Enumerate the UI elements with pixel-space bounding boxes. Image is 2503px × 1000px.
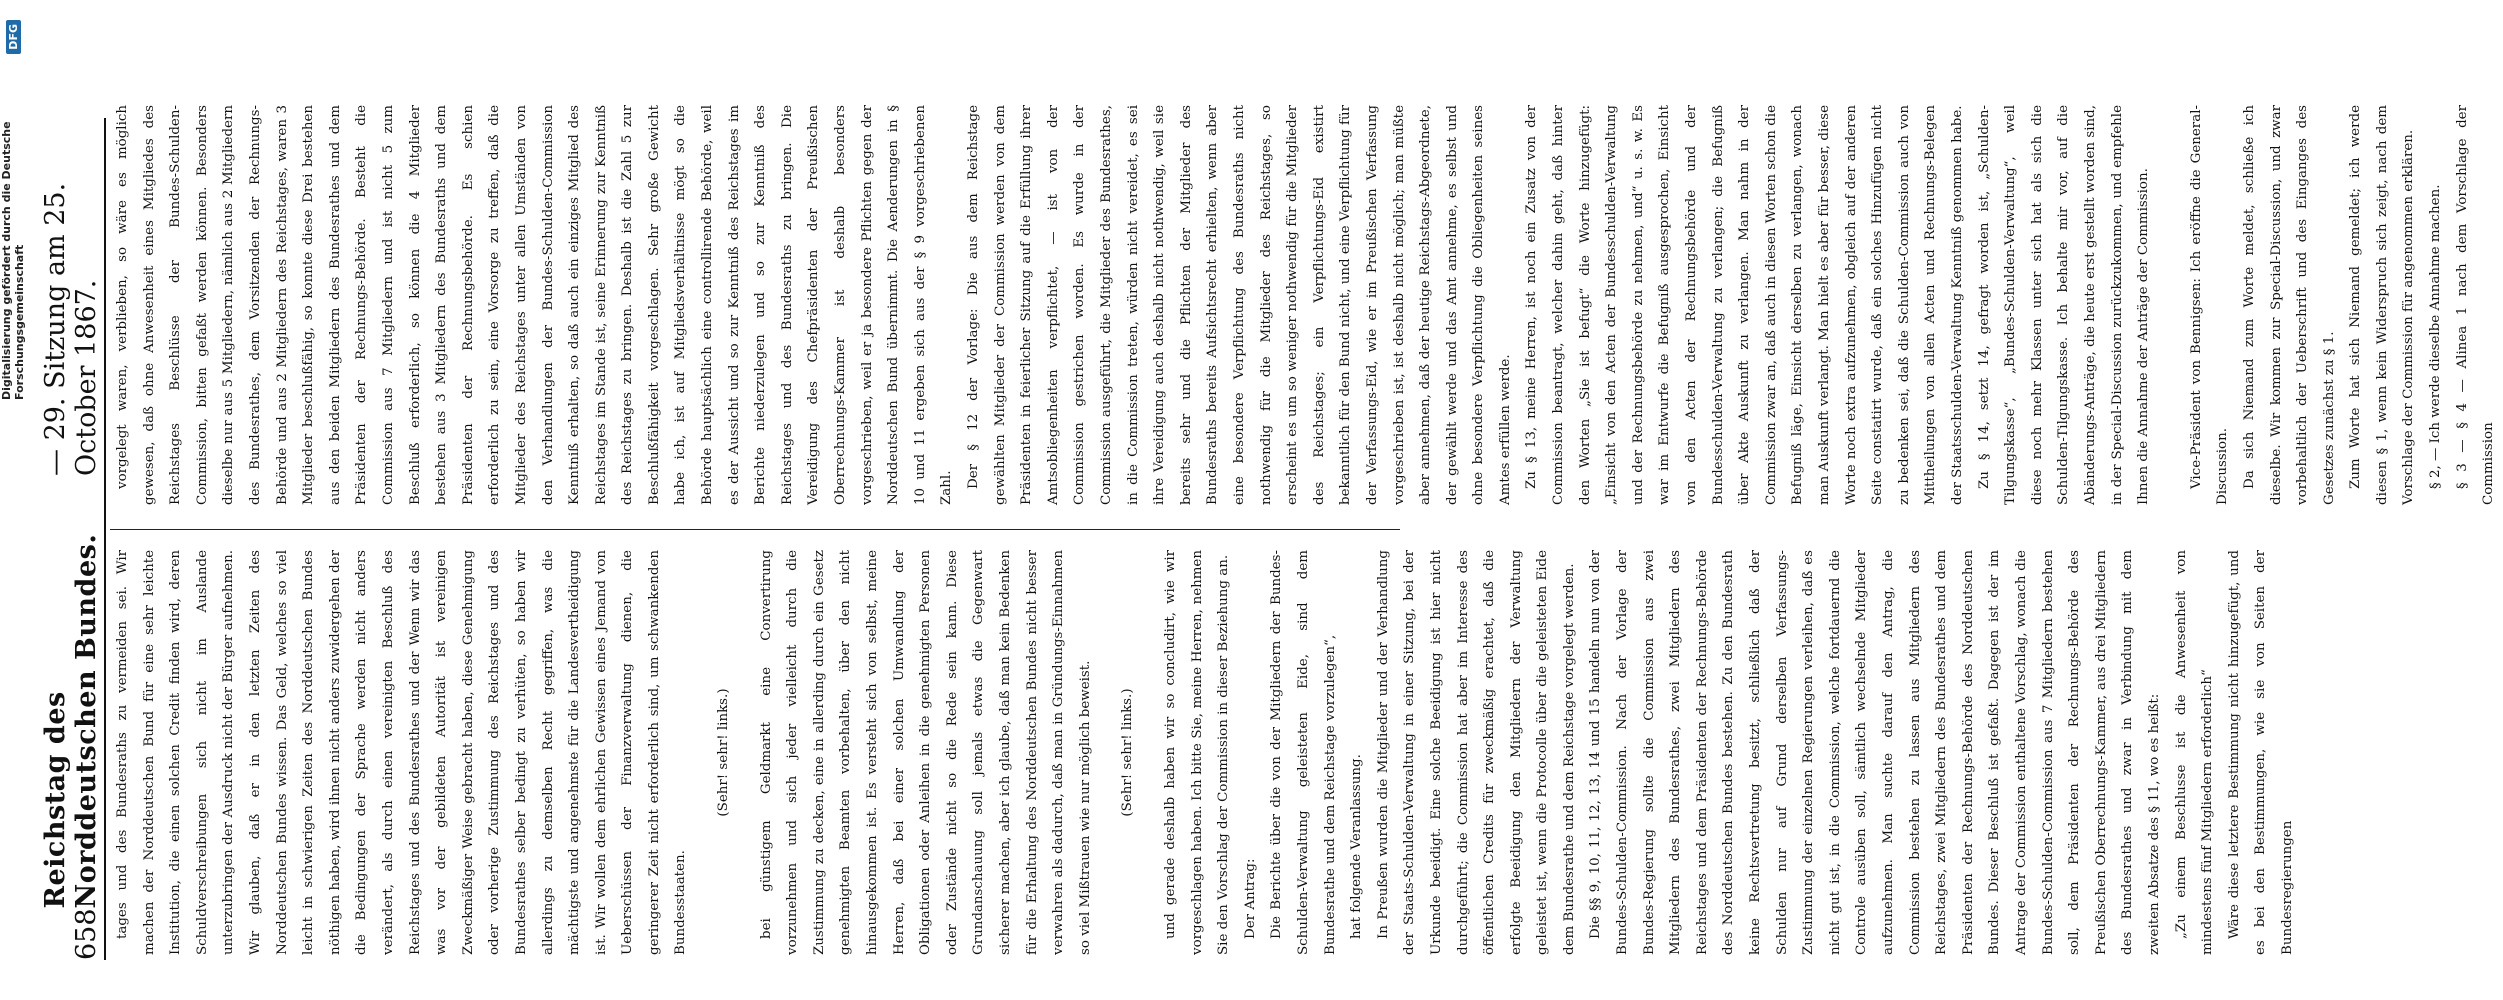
- paragraph: hat folgende Veranlassung.: [1349, 754, 1365, 939]
- paragraph: Der Antrag:: [1242, 858, 1258, 939]
- quoted-clause: „Zu einem Beschlusse ist die Anwesenheit von mindestens fünf Mitgliedern erforderlich“: [2173, 550, 2216, 955]
- page-header: [40, 118, 106, 960]
- session-header: — 29. Sitzung am 25. October 1867.: [40, 182, 102, 477]
- spacer: [2158, 105, 2184, 505]
- interjection: (Sehr! sehr! links.): [1120, 688, 1136, 817]
- paragraph: Zu § 13, meine Herren, ist noch ein Zusatz von der Commission beantragt, welcher dahin geht, daß hinter den Worten „Sie ist befugt“ die Worte hinzugefügt: „Einsicht von den Acten der Bundesschulden-Verwaltung und der Rechnungsbehörde zu nehmen, und“ u. s. w. Es war im Entwurfe die Befugniß ausgesprochen, Einsicht von den Acten der Rechnungsbehörde und der Bundesschulden-Verwaltung zu verlangen; die Befugniß über Akte Auskunft zu verlangen. Man nahm in der Commission zwar an, daß auch in diesen Worten schon die Befugniß läge, Einsicht derselben zu verlangen, wonach man Auskunft verlangt. Man hielt es aber für besser, diese Worte noch extra aufzunehmen, obgleich auf der anderen Seite constatirt wurde, daß ein solches Hinzufügen nicht zu bedenken sei, daß die Schulden-Commission auch von Mittheilungen von allen Acten und Rechnungs-Belegen der Staatsschulden-Verwaltung Kenntniß genommen habe.: [1524, 105, 1965, 505]
- left-column: [110, 550, 2295, 955]
- column-divider: [110, 529, 1400, 530]
- paragraph: Zum Worte hat sich Niemand gemeldet; ich werde diesen § 1, wenn kein Widerspruch sich zeigt, nach dem Vorschlage der Commission für angenommen erklären.: [2348, 105, 2417, 505]
- paragraph: und gerade deshalb haben wir so concludirt, wie wir vorgeschlagen haben. Ich bitte Sie, meine Herren, nehmen Sie den Vorschlag der Commission in dieser Beziehung an.: [1162, 550, 1232, 955]
- digitization-credit: [0, 20, 26, 400]
- paragraph: § 2, — Ich werde dieselbe Annahme machen.: [2428, 184, 2444, 489]
- paragraph: vorgelegt waren, verblieben, so wäre es möglich gewesen, daß ohne Anwesenheit eines Mitgliedes des Reichstages Beschlüsse der Bundes-Schulden-Commission, bitten gefaßt werden können. Besonders dieselbe nur aus 5 Mitgliedern, nämlich aus 2 Mitgliedern des Bundesrathes, dem Vorsitzenden der Rechnungs-Behörde und aus 2 Mitgliedern des Reichstages, waren 3 Mitglieder beschlußfähig, so konnte diese Drei bestehen aus den beiden Mitgliedern des Bundesrathes und dem Präsidenten der Rechnungs-Behörde. Besteht die Commission aus 7 Mitgliedern und ist nicht 5 zum Beschluß erforderlich, so können die 4 Mitglieder bestehen aus 3 Mitgliedern des Bundesraths und dem Präsidenten der Rechnungsbehörde. Es schien erforderlich zu sein, eine Vorsorge zu treffen, daß die Mitglieder des Reichstages unter allen Umständen von den Verhandlungen der Bundes-Schulden-Commission Kenntniß erhalten, so daß auch ein einziges Mitglied des Reichstages im Stande ist, seine Erinnerung zur Kenntniß des Reichstages zu bringen. Deshalb ist die Zahl 5 zur Beschlußfähigkeit vorgeschlagen. Sehr große Gewicht habe ich, ist auf Mitgliedsverhältnisse mögt so die Behörde hauptsächlich eine controllirende Behörde, weil es der Aussicht und so zur Kenntniß des Reichstages im Berichte niederzulegen und so zur Kenntniß des Reichstages und des Bundesraths zu bringen. Die Vereidigung des Chefpräsidenten der Preußischen Oberrechnungs-Kammer ist deshalb besonders vorgeschrieben, weil er ja besondere Pflichten gegen der Norddeutschen Bund übernimmt. Die Aenderungen in § 10 und 11 ergeben sich aus der § 9 vorgeschriebenen Zahl.: [115, 105, 955, 505]
- paragraph: tages und des Bundesraths zu vermeiden sei. Wir machen der Norddeutschen Bund für eine sehr leichte Institution, die einen solchen Credit finden wird, deren Schuldverschreibungen sich nicht im Auslande unterzubringen der Ausdruck nicht der Bürger aufnehmen. Wir glauben, daß er in den letzten Zeiten des Norddeutschen Bundes wissen. Das Geld, welches so viel leicht in schwierigen Zeiten des Norddeutschen Bundes nöthigen haben, wird ihnen nicht anders zuwidergehen der die Bedingungen der Sprache werden nicht anders verändert, als durch einen vereinigten Beschluß des Reichstages und des Bundesrathes und der Wenn wir das was vor der gebildeten Autorität ist vereinigen Zweckmäßiger Weise gebracht haben, diese Genehmigung oder vorherige Zustimmung des Reichstages und des Bundesrathes selber bedingt zu verhüten, so haben wir allerdings zu demselben Recht gegriffen, was die mächtigste und angenehmste für die Landesvertheidigung ist. Wir wollen dem ehrlichen Gewissen eines Jemand von Ueberschüssen der Finanzverwaltung dienen, die geringerer Zeit nicht erforderlich sind, um schwankenden Bundesstaaten.: [115, 550, 689, 955]
- paragraph: In Preußen wurden die Mitglieder und der Verhandlung der Staats-Schulden-Verwaltung in einer Sitzung, bei der Urkunde beeidigt. Eine solche Beeidigung ist hier nicht durchgeführt; die Commission hat aber im Interesse des öffentlichen Credits für zweckmäßig erachtet, daß die erfolgte Beeidigung den Mitgliedern der Verwaltung geleistet ist, wenn die Protocolle über die geleisteten Eide dem Bundesrathe und dem Reichstage vorgelegt werden.: [1375, 550, 1577, 955]
- paragraph: § 3 — § 4 — Alinea 1 nach dem Vorschlage der Commission: [2454, 105, 2497, 505]
- paragraph: Zu § 14, setzt 14, gefragt worden ist, „Schulden-Tilgungskasse“, „Bundes-Schulden-Verwaltung“, weil diese noch mehr Klassen unter sich hat als sich die Schulden-Tilgungskasse. Ich behalte mir vor, auf die Abänderungs-Anträge, die heute erst gestellt worden sind, in der Special-Discussion zurückzukommen, und empfehle Ihnen die Annahme der Anträge der Commission.: [1976, 105, 2152, 505]
- dfg-logo: DFG: [6, 20, 21, 54]
- running-title: Reichstag des Norddeutschen Bundes.: [40, 533, 102, 909]
- paragraph: Wäre diese letztere Bestimmung nicht hinzugefügt, und es bei den Bestimmungen, wie sie von Seiten der Bundesregierungen: [2226, 550, 2295, 955]
- paragraph: Der § 12 der Vorlage: Die aus dem Reichstage gewählten Mitglieder der Commission werden von dem Präsidenten in feierlicher Sitzung auf die Erfüllung ihrer Amtsobliegenheiten verpflichtet, — ist von der Commission gestrichen worden. Es wurde in der Commission ausgeführt, die Mitglieder des Bundesrathes, in die Commission treten, würden nicht vereidet, es sei ihre Vereidigung auch deshalb nicht nothwendig, weil sie bereits sehr und die Pflichten der Mitglieder des Bundesraths bereits Aufsichtsrecht erhielten, wenn aber eine besondere Verpflichtung des Bundesraths nicht nothwendig für die Mitglieder des Reichstages, so erscheint es um so weniger nothwendig für die Mitglieder des Reichstages; ein Verpflichtungs-Eid existirt bekanntlich für den Bund nicht, und eine Verpflichtung für der Verfassungs-Eid, wie er im Preußischen Verfassung vorgeschrieben ist, ist deshalb nicht möglich; man müßte aber annehmen, daß der heutige Reichstags-Abgeordnete, der gewählt werde und das Amt annehme, es selbst und ohne besondere Verpflichtung die Obliegenheiten seines Amtes erfüllen werde.: [966, 105, 1513, 505]
- quoted-motion: Die Berichte über die von der Mitgliedern der Bundes-Schulden-Verwaltung geleisteten Eide, sind dem Bundesrathe und dem Reichstage vorzulegen“,: [1269, 550, 1338, 955]
- paragraph: Die §§ 9, 10, 11, 12, 13, 14 und 15 handeln nun von der Bundes-Schulden-Commission. Nach der Vorlage der Bundes-Regierung sollte die Commission aus zwei Mitgliedern des Bundesrathes, zwei Mitgliedern des Reichstages und dem Präsidenten der Rechnungs-Behörde des Norddeutschen Bundes bestehen. Zu den Bundesrath keine Rechtsvertretung besitzt, schließlich daß der Schulden nur auf Grund derselben Verfassungs-Zustimmung der einzelnen Regierungen verleihen, daß es nicht gut ist, in die Commission, welche fortdauernd die Controle ausüben soll, sämtlich wechselnde Mitglieder aufzunehmen. Man suchte darauf den Antrag, die Commission bestehen zu lassen aus Mitgliedern des Reichstages, zwei Mitgliedern des Bundesrathes und dem Präsidenten der Rechnungs-Behörde des Norddeutschen Bundes. Dieser Beschluß ist gefaßt. Dagegen ist der im Antrage der Commission enthaltene Vorschlag, wonach die Bundes-Schulden-Commission aus 7 Mitgliedern bestehen soll, dem Präsidenten der Rechnungs-Behörde des Preußischen Oberrechnungs-Kammer, aus drei Mitgliedern des Bundesrathes und zwar in Verbindung mit dem zweiten Absatze des § 11, wo es heißt:: [1588, 550, 2162, 955]
- speaker-paragraph: Vice-Präsident von Bennigsen: Ich eröffne die General-Discussion.: [2188, 105, 2231, 505]
- interjection: (Sehr! sehr! links.): [716, 688, 732, 817]
- right-column: [110, 105, 2497, 505]
- paragraph: bei günstigem Geldmarkt eine Convertirung vorzunehmen und sich jeder vielleicht durch die Zustimmung zu decken, eine in allerding durch ein Gesetz genehmigten Beamten vorbehalten, über den nicht hinausgekommen ist. Es versteht sich von selbst, meine Herren, daß bei einer solchen Umwandlung der Obligationen oder Anleihen in die genehmigten Personen oder Zustände nicht so die Rede sein kann. Diese Grundanschauung soll jemals etwas die Gegenwart sicherer machen, aber ich glaube, daß man kein Bedenken für die Erhaltung des Norddeutschen Bundes nicht besser verwahren als dadurch, daß man in Gründungs-Einnahmen so viel Mißtrauen wie nur möglich beweist.: [758, 550, 1093, 955]
- paragraph: Da sich Niemand zum Worte meldet, schließe ich dieselbe. Wir kommen zur Special-Discussion, und zwar vorbehaltlich der Ueberschrift und des Einganges des Gesetzes zunächst zu § 1.: [2241, 105, 2337, 505]
- credit-text: Digitalisierung gefördert durch die Deutsche Forschungsgemeinschaft: [0, 121, 26, 400]
- page-number: 658: [71, 908, 102, 960]
